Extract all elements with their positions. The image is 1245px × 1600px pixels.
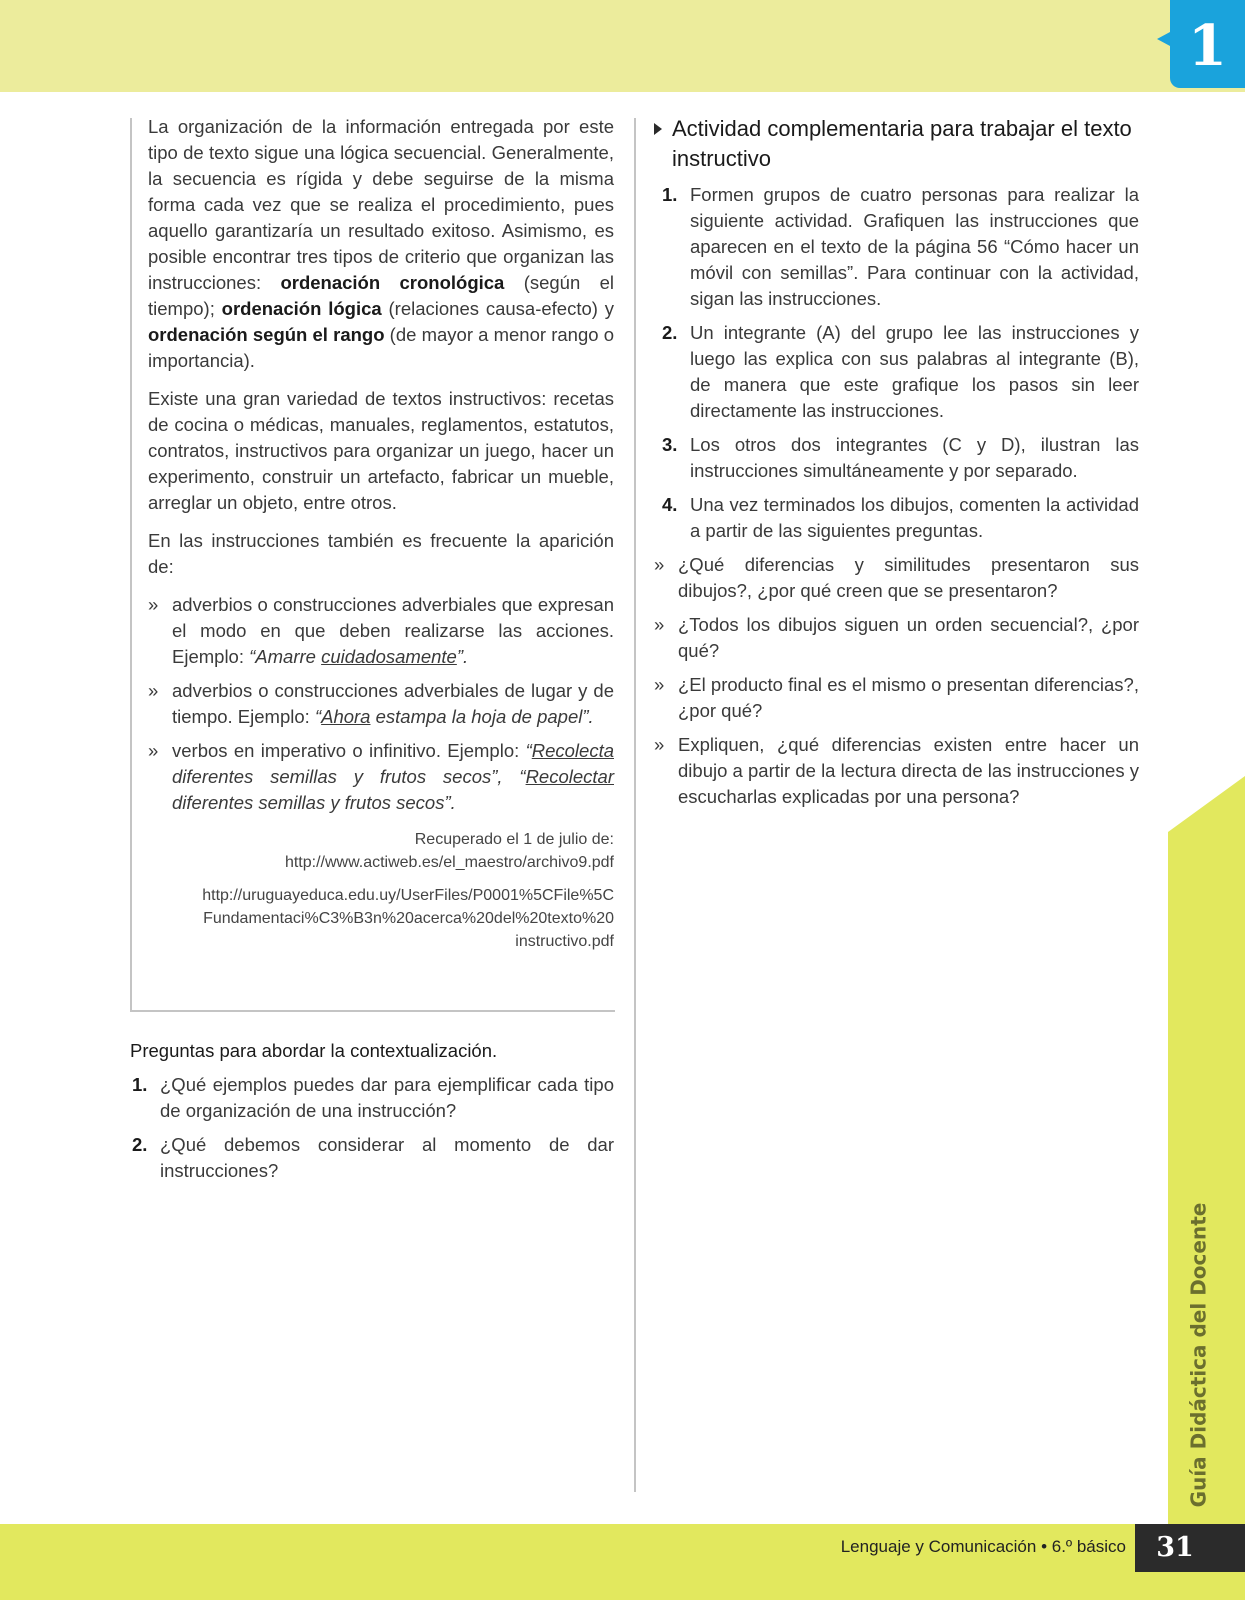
source-references bbox=[148, 828, 614, 953]
info-box bbox=[148, 114, 614, 963]
list-item: 4. Una vez terminados los dibujos, comenten la actividad a partir de las siguientes preguntas. bbox=[662, 494, 1139, 541]
paragraph-organization: La organización de la información entregada por este tipo de texto sigue una lógica secuencial. Generalmente, la secuencia es rígida y debe seguirse de la misma forma cada vez que se realiza el procedimiento, pues aquello garantizaría un resultado exitoso. Asimismo, es posible encontrar tres tipos de criterio que organizan las instrucciones: ordenación cronológica (según el tiempo); ordenación lógica (relaciones causa-efecto) y ordenación según el rango (de mayor a menor rango o importancia). bbox=[148, 116, 615, 371]
bullet-marker: » bbox=[654, 614, 665, 635]
triangle-bullet-icon bbox=[654, 123, 662, 135]
activity-column bbox=[654, 114, 1139, 818]
list-item: » Expliquen, ¿qué diferencias existen entre hacer un dibujo a partir de la lectura directa de las instrucciones y escucharlas explicadas por una persona? bbox=[654, 734, 1139, 807]
header-band bbox=[0, 0, 1245, 92]
list-item: 1. ¿Qué ejemplos puedes dar para ejemplificar cada tipo de organización de una instrucción? bbox=[132, 1074, 614, 1121]
guide-label: Guía Didáctica del Docente bbox=[1186, 1202, 1210, 1508]
list-item: » verbos en imperativo o infinitivo. Ejemplo: “Recolecta diferentes semillas y frutos secos”, “Recolectar diferentes semillas y frutos secos”. bbox=[148, 740, 614, 813]
list-item: » ¿Todos los dibujos siguen un orden secuencial?, ¿por qué? bbox=[654, 614, 1139, 661]
bullet-marker: » bbox=[148, 740, 159, 761]
feature-list bbox=[148, 592, 614, 816]
box-border-bottom bbox=[130, 1010, 615, 1012]
list-item: 3. Los otros dos integrantes (C y D), ilustran las instrucciones simultáneamente y por separado. bbox=[662, 434, 1139, 481]
side-label-wrap bbox=[1168, 1202, 1228, 1508]
list-item: » ¿El producto final es el mismo o presentan diferencias?, ¿por qué? bbox=[654, 674, 1139, 721]
list-item: 2. ¿Qué debemos considerar al momento de dar instrucciones? bbox=[132, 1134, 614, 1181]
activity-questions bbox=[654, 552, 1139, 810]
unit-tab-notch bbox=[1157, 32, 1170, 46]
box-border-left bbox=[130, 118, 132, 1012]
list-item: » adverbios o construcciones adverbiales que expresan el modo en que deben realizarse las acciones. Ejemplo: “Amarre cuidadosamente”. bbox=[148, 594, 614, 667]
bullet-marker: » bbox=[148, 680, 159, 701]
paragraph-variety: Existe una gran variedad de textos instructivos: recetas de cocina o médicas, manuales, reglamentos, estatutos, contratos, instructivos para organizar un juego, hacer un experimento, construir un artefacto, fabricar un mueble, arreglar un objeto, entre otros. bbox=[148, 388, 614, 513]
bullet-marker: » bbox=[654, 554, 665, 575]
unit-number: 1 bbox=[1188, 13, 1227, 79]
activity-title: Actividad complementaria para trabajar el texto instructivo bbox=[654, 114, 1139, 174]
source-2: http://uruguayeduca.edu.uy/UserFiles/P0001%5CFile%5C Fundamentaci%C3%B3n%20acerca%20del%20texto%20 instructivo.pdf bbox=[202, 887, 614, 950]
questions-heading: Preguntas para abordar la contextualización. bbox=[130, 1040, 498, 1061]
source-1: Recuperado el 1 de julio de: http://www.actiweb.es/el_maestro/archivo9.pdf bbox=[284, 831, 614, 871]
context-questions bbox=[130, 1038, 614, 1192]
list-item: » ¿Qué diferencias y similitudes presentaron sus dibujos?, ¿por qué creen que se presentaron? bbox=[654, 554, 1139, 601]
page-number: 31 bbox=[1156, 1532, 1194, 1563]
paragraph-frequent: En las instrucciones también es frecuente la aparición de: bbox=[148, 530, 614, 577]
column-divider bbox=[634, 118, 636, 1492]
questions-list bbox=[130, 1072, 614, 1184]
footer-subject: Lenguaje y Comunicación • 6.º básico bbox=[840, 1537, 1126, 1556]
list-item: » adverbios o construcciones adverbiales de lugar y de tiempo. Ejemplo: “Ahora estampa la hoja de papel”. bbox=[148, 680, 614, 727]
list-item: 1. Formen grupos de cuatro personas para realizar la siguiente actividad. Grafiquen las instrucciones que aparecen en el texto de la página 56 “Cómo hacer un móvil con semillas”. Para continuar con la actividad, sigan las instrucciones. bbox=[662, 184, 1139, 309]
activity-steps bbox=[654, 182, 1139, 544]
list-item: 2. Un integrante (A) del grupo lee las instrucciones y luego las explica con sus palabras al integrante (B), de manera que este grafique los pasos sin leer directamente las instrucciones. bbox=[662, 322, 1139, 421]
bullet-marker: » bbox=[654, 734, 665, 755]
bullet-marker: » bbox=[148, 594, 159, 615]
bullet-marker: » bbox=[654, 674, 665, 695]
